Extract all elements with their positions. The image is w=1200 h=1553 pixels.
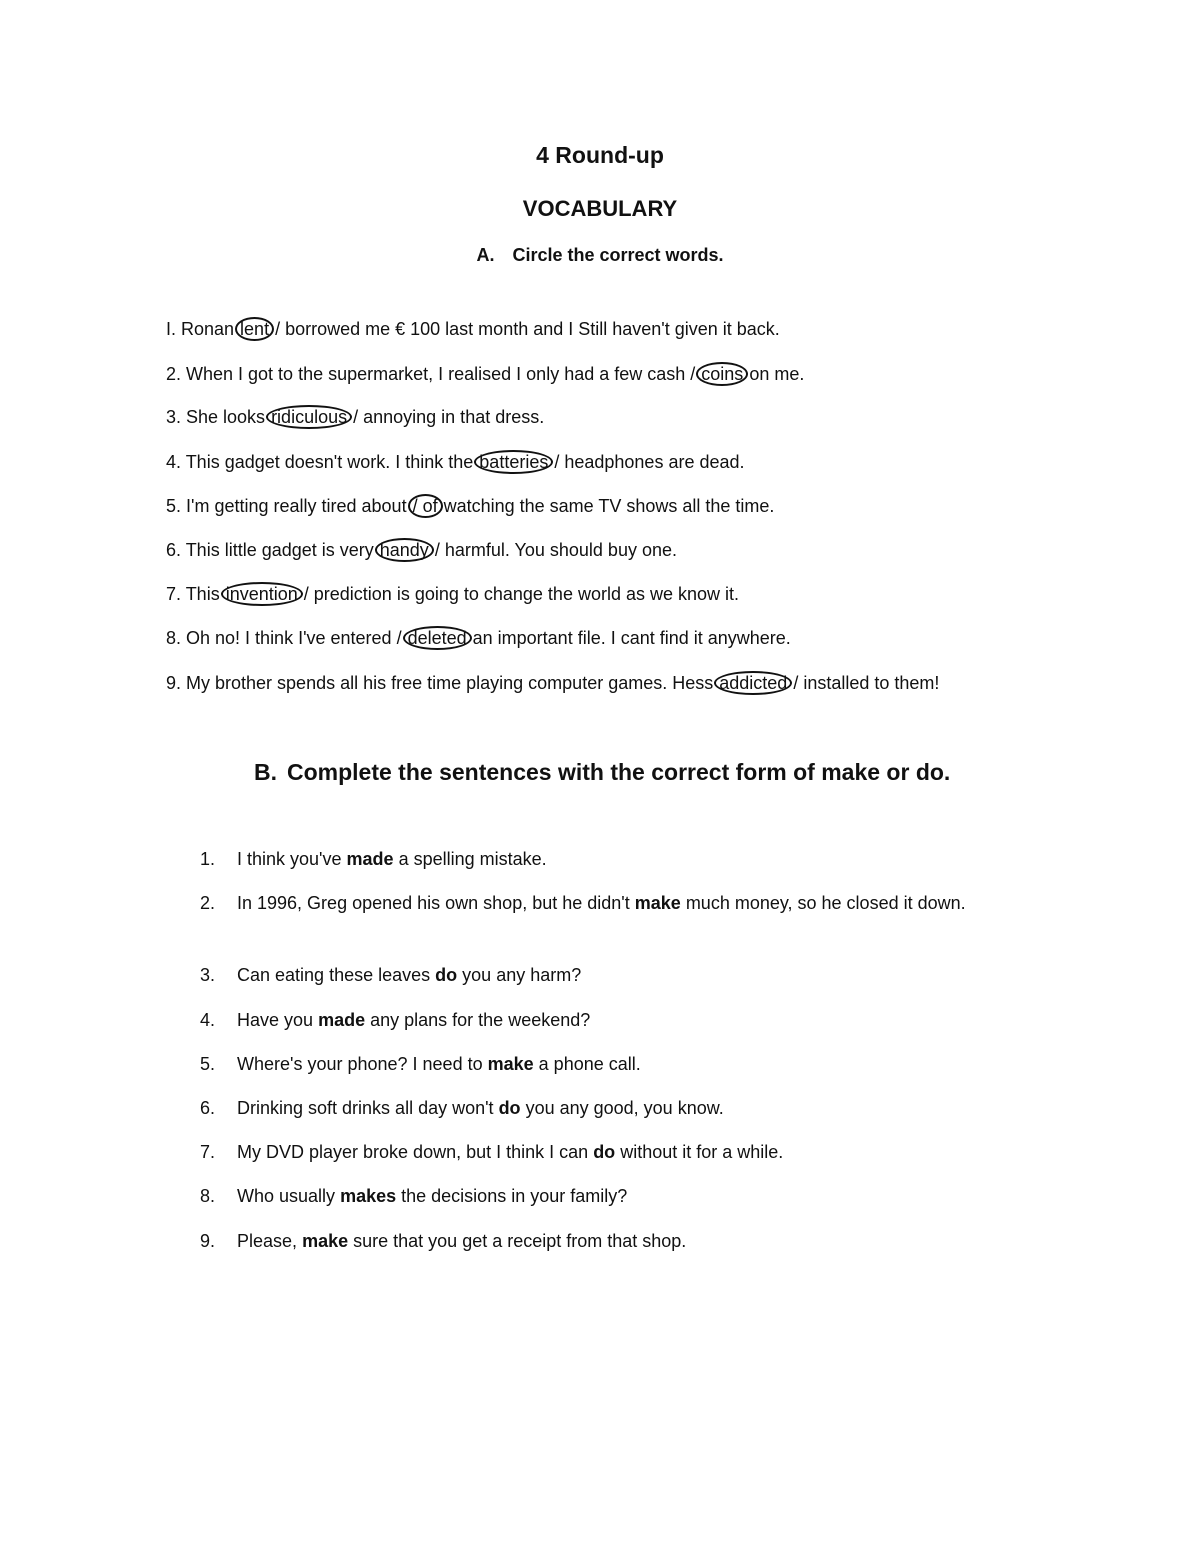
- answer-word: do: [498, 1098, 521, 1118]
- answer-word: make: [634, 893, 681, 913]
- item-text-before: 8. Oh no! I think I've entered /: [166, 628, 402, 648]
- item-text-after: a spelling mistake.: [398, 849, 547, 869]
- item-text-before: I think you've: [237, 849, 342, 869]
- answer-word: makes: [340, 1186, 397, 1206]
- section-b-letter: B.: [254, 759, 277, 785]
- item-text-before: Please,: [237, 1231, 298, 1251]
- exercise-a-item: [166, 405, 544, 429]
- item-number: 5.: [200, 1054, 216, 1074]
- item-text-after: the decisions in your family?: [401, 1186, 628, 1206]
- circled-answer: / of: [408, 494, 443, 518]
- circled-answer: lent: [235, 317, 274, 341]
- item-text-after: / harmful. You should buy one.: [434, 540, 677, 560]
- item-text-before: 7. This: [166, 584, 220, 604]
- item-number: 1.: [200, 849, 216, 869]
- section-a-instruction: Circle the correct words.: [512, 245, 724, 265]
- item-number: 9.: [200, 1231, 216, 1251]
- circled-answer: coins: [696, 362, 748, 386]
- exercise-a-item: [166, 317, 780, 341]
- section-b-heading: [254, 759, 950, 786]
- exercise-a-item: [166, 582, 739, 606]
- item-number: 2.: [200, 893, 216, 913]
- circled-answer: addicted: [714, 671, 792, 695]
- item-text-after: any plans for the weekend?: [370, 1010, 591, 1030]
- exercise-a-item: [166, 362, 804, 386]
- item-text-before: 5. I'm getting really tired about: [166, 496, 407, 516]
- page-title: 4 Round-up: [536, 142, 664, 168]
- item-text-before: Where's your phone? I need to: [237, 1054, 483, 1074]
- answer-word: make: [487, 1054, 534, 1074]
- circled-answer: invention: [221, 582, 303, 606]
- circled-answer: batteries: [474, 450, 553, 474]
- exercise-a-item: [166, 626, 791, 650]
- item-text-before: Have you: [237, 1010, 314, 1030]
- item-text-after: / prediction is going to change the world as we know it.: [303, 584, 740, 604]
- item-text-after: you any good, you know.: [525, 1098, 724, 1118]
- item-text-after: / annoying in that dress.: [353, 407, 545, 427]
- item-text-before: I. Ronan: [166, 319, 235, 339]
- section-a-letter: A.: [476, 245, 495, 265]
- item-text-after: / headphones are dead.: [554, 452, 745, 472]
- item-text-before: Drinking soft drinks all day won't: [237, 1098, 494, 1118]
- item-text-after: / borrowed me € 100 last month and I Still haven't given it back.: [275, 319, 780, 339]
- item-text-before: 4. This gadget doesn't work. I think the: [166, 452, 474, 472]
- exercise-a-item: [166, 538, 677, 562]
- exercise-a-item: [166, 494, 774, 518]
- circled-answer: ridiculous: [266, 405, 352, 429]
- circled-answer: deleted: [403, 626, 472, 650]
- item-text-before: In 1996, Greg opened his own shop, but he didn't: [237, 893, 630, 913]
- answer-word: made: [346, 849, 394, 869]
- item-number: 7.: [200, 1142, 216, 1162]
- item-text-after: you any harm?: [462, 965, 582, 985]
- exercise-a-item: [166, 450, 745, 474]
- item-text-before: 6. This little gadget is very: [166, 540, 374, 560]
- item-text-before: 2. When I got to the supermarket, I realised I only had a few cash /: [166, 364, 696, 384]
- answer-word: made: [318, 1010, 366, 1030]
- page-subtitle: VOCABULARY: [522, 196, 678, 221]
- item-number: 6.: [200, 1098, 216, 1118]
- answer-word: do: [593, 1142, 616, 1162]
- item-text-before: Can eating these leaves: [237, 965, 431, 985]
- item-text-after: a phone call.: [538, 1054, 641, 1074]
- item-text-before: 3. She looks: [166, 407, 266, 427]
- circled-answer: handy: [375, 538, 434, 562]
- item-text-after: / installed to them!: [793, 673, 940, 693]
- item-text-before: My DVD player broke down, but I think I can: [237, 1142, 589, 1162]
- item-text-before: Who usually: [237, 1186, 336, 1206]
- answer-word: do: [435, 965, 458, 985]
- item-text-before: 9. My brother spends all his free time playing computer games. Hess: [166, 673, 714, 693]
- item-text-after: an important file. I cant find it anywhere.: [472, 628, 791, 648]
- section-b-instruction: Complete the sentences with the correct form of make or do.: [287, 759, 951, 785]
- answer-word: make: [302, 1231, 349, 1251]
- item-text-after: watching the same TV shows all the time.: [443, 496, 775, 516]
- item-number: 3.: [200, 965, 216, 985]
- item-text-after: without it for a while.: [620, 1142, 784, 1162]
- item-text-after: sure that you get a receipt from that shop.: [353, 1231, 687, 1251]
- item-text-after: much money, so he closed it down.: [685, 893, 966, 913]
- section-a-heading: [0, 245, 1200, 266]
- item-number: 8.: [200, 1186, 216, 1206]
- exercise-a-item: [166, 671, 939, 695]
- item-number: 4.: [200, 1010, 216, 1030]
- item-text-after: on me.: [749, 364, 805, 384]
